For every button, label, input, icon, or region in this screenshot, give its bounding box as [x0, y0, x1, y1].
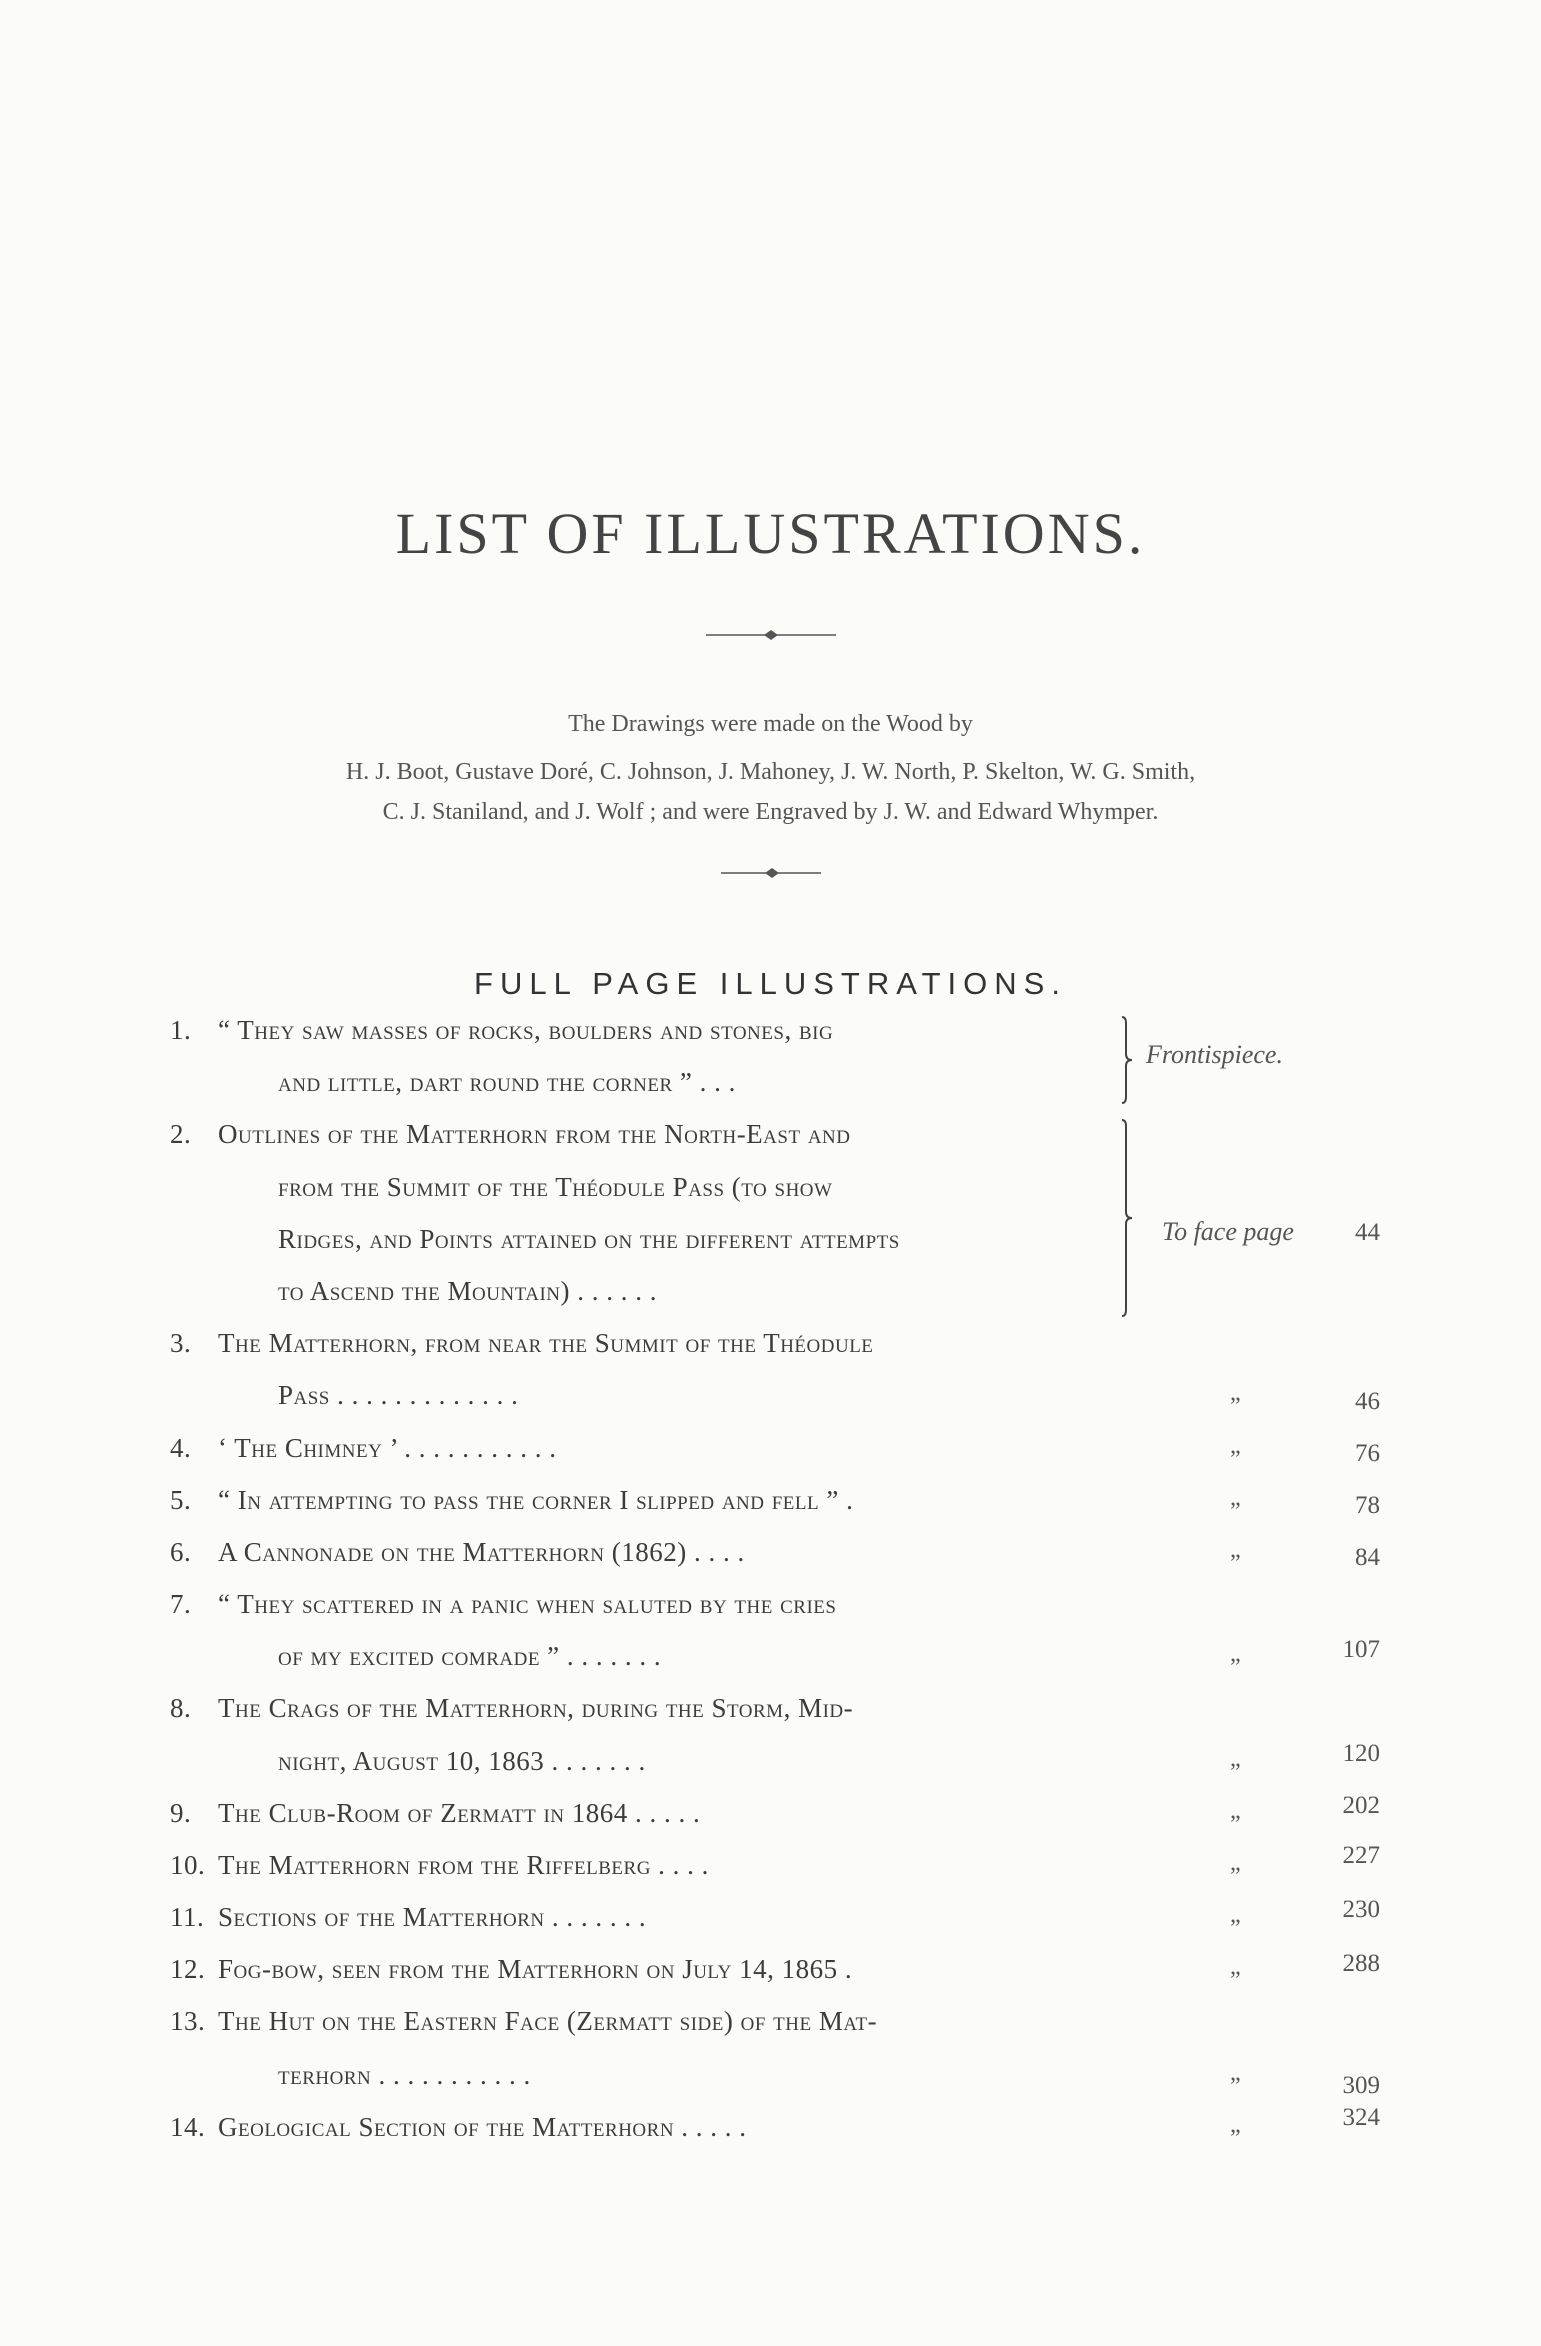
list-item: [170, 1119, 1150, 1150]
section-heading: FULL PAGE ILLUSTRATIONS.: [474, 966, 1067, 1001]
page-number: 107: [1342, 1636, 1380, 1663]
item-title: A Cannonade on the Matterhorn (1862) . . . .: [218, 1537, 745, 1567]
list-item: [170, 2006, 1150, 2037]
ditto-mark: „: [1230, 1537, 1241, 1563]
item-number: 6.: [170, 1537, 192, 1567]
page-title: LIST OF ILLUSTRATIONS.: [395, 501, 1146, 566]
page-number: 230: [1342, 1896, 1380, 1923]
page-number: 120: [1342, 1740, 1380, 1767]
list-item: [278, 1641, 1258, 1672]
list-item: [170, 1537, 1150, 1568]
list-item: [170, 1433, 1150, 1464]
ditto-mark: „: [1230, 1798, 1241, 1824]
item-title: of my excited comrade ” . . . . . . .: [278, 1641, 662, 1671]
item-title: The Crags of the Matterhorn, during the Storm, Mid-: [218, 1693, 854, 1723]
item-title: Geological Section of the Matterhorn . . . . .: [218, 2112, 747, 2142]
item-title: “ In attempting to pass the corner I slipped and fell ” .: [218, 1485, 854, 1515]
item-title: The Hut on the Eastern Face (Zermatt side) of the Mat-: [218, 2006, 878, 2036]
page-number: 227: [1342, 1842, 1380, 1869]
item-title: terhorn . . . . . . . . . . .: [278, 2060, 531, 2090]
item-title: Pass . . . . . . . . . . . . .: [278, 1380, 519, 1410]
face-page-ref: To face page: [1162, 1217, 1294, 1246]
item-number: 8.: [170, 1693, 192, 1723]
item-number: 9.: [170, 1798, 192, 1828]
item-title: “ They scattered in a panic when saluted by the cries: [218, 1589, 837, 1619]
list-item: [170, 1328, 1150, 1359]
list-item: [278, 1746, 1258, 1777]
list-item: [170, 1798, 1150, 1829]
page-number: 76: [1355, 1440, 1380, 1467]
credit-line-1: The Drawings were made on the Wood by: [568, 711, 973, 737]
item-title: from the Summit of the Théodule Pass (to show: [278, 1172, 833, 1202]
divider-ornament: [0, 628, 1541, 642]
ornament-icon: [706, 628, 836, 642]
page-number: 46: [1355, 1388, 1380, 1415]
brace-icon: [1118, 1015, 1138, 1105]
item-number: 13.: [170, 2006, 206, 2036]
list-item: [170, 1015, 1150, 1046]
list-item: [170, 1485, 1150, 1516]
item-title: night, August 10, 1863 . . . . . . .: [278, 1746, 646, 1776]
item-number: 4.: [170, 1433, 192, 1463]
list-item: [278, 1380, 1258, 1411]
item-title: The Club-Room of Zermatt in 1864 . . . . .: [218, 1798, 701, 1828]
list-item: [278, 1067, 1258, 1098]
ditto-mark: „: [1230, 1746, 1241, 1772]
item-title: The Matterhorn from the Riffelberg . . . .: [218, 1850, 709, 1880]
item-number: 10.: [170, 1850, 206, 1880]
page-number: 44: [1355, 1219, 1380, 1246]
page-number: 78: [1355, 1492, 1380, 1519]
list-item: [170, 1693, 1150, 1724]
frontispiece-ref: Frontispiece.: [1146, 1040, 1283, 1069]
ditto-mark: „: [1230, 2112, 1241, 2138]
item-number: 5.: [170, 1485, 192, 1515]
list-item: [170, 1589, 1150, 1620]
item-number: 14.: [170, 2112, 206, 2142]
page-number: 202: [1342, 1792, 1380, 1819]
item-number: 11.: [170, 1902, 205, 1932]
item-title: “ They saw masses of rocks, boulders and stones, big: [218, 1015, 834, 1045]
item-number: 1.: [170, 1015, 192, 1045]
item-title: Outlines of the Matterhorn from the North-East and: [218, 1119, 851, 1149]
ditto-mark: „: [1230, 2060, 1241, 2086]
item-title: Ridges, and Points attained on the different attempts: [278, 1224, 900, 1254]
item-title: ‘ The Chimney ’ . . . . . . . . . . .: [218, 1433, 557, 1463]
ditto-mark: „: [1230, 1485, 1241, 1511]
credit-line-3: C. J. Staniland, and J. Wolf ; and were Engraved by J. W. and Edward Whymper.: [382, 799, 1159, 825]
list-item: [170, 1954, 1150, 1985]
ditto-mark: „: [1230, 1902, 1241, 1928]
item-title: Fog-bow, seen from the Matterhorn on July 14, 1865 .: [218, 1954, 853, 1984]
item-title: and little, dart round the corner ” . . .: [278, 1067, 736, 1097]
page-number: 309: [1342, 2072, 1380, 2099]
list-item: [170, 1902, 1150, 1933]
list-item: [278, 1224, 1258, 1255]
item-number: 7.: [170, 1589, 192, 1619]
ditto-mark: „: [1230, 1641, 1241, 1667]
ditto-mark: „: [1230, 1433, 1241, 1459]
list-item: [278, 2060, 1258, 2091]
item-title: Sections of the Matterhorn . . . . . . .: [218, 1902, 647, 1932]
list-item: [278, 1172, 1258, 1203]
ditto-mark: „: [1230, 1850, 1241, 1876]
page-number: 324: [1342, 2104, 1380, 2131]
ditto-mark: „: [1230, 1380, 1241, 1406]
ditto-mark: „: [1230, 1954, 1241, 1980]
ornament-icon: [721, 866, 821, 880]
item-title: to Ascend the Mountain) . . . . . .: [278, 1276, 657, 1306]
item-number: 12.: [170, 1954, 206, 1984]
page-number: 84: [1355, 1544, 1380, 1571]
list-item: [278, 1276, 1258, 1307]
item-number: 2.: [170, 1119, 192, 1149]
list-item: [170, 2112, 1150, 2143]
divider-ornament: [0, 866, 1541, 880]
page-number: 288: [1342, 1950, 1380, 1977]
credit-line-2: H. J. Boot, Gustave Doré, C. Johnson, J. Mahoney, J. W. North, P. Skelton, W. G. Smith,: [345, 759, 1196, 785]
brace-icon: [1118, 1118, 1138, 1318]
list-item: [170, 1850, 1150, 1881]
item-title: The Matterhorn, from near the Summit of the Théodule: [218, 1328, 874, 1358]
item-number: 3.: [170, 1328, 192, 1358]
